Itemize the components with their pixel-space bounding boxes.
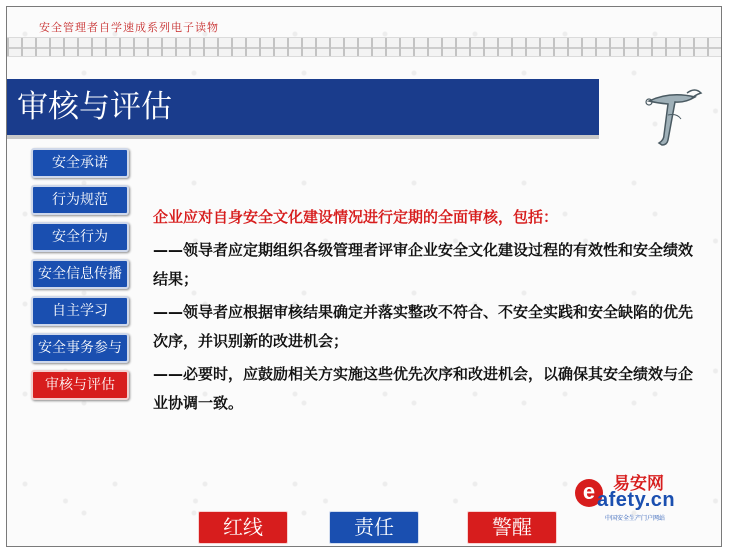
- brand-tagline: 中国安全生产门户网站: [605, 515, 666, 522]
- page-title: 审核与评估: [7, 79, 599, 135]
- content-paragraph: ——领导者应定期组织各级管理者评审企业安全文化建设过程的有效性和安全绩效结果；: [153, 241, 694, 288]
- content-paragraph: ——领导者应根据审核结果确定并落实整改不符合、不安全实践和安全缺陷的优先次序，并识别新的改进机会；: [153, 303, 694, 350]
- brand-logo[interactable]: [575, 467, 701, 523]
- series-subtitle: 安全管理者自学速成系列电子读物: [39, 21, 219, 34]
- nav-item-code-of-conduct[interactable]: 行为规范: [31, 185, 129, 215]
- decorative-band: [7, 37, 722, 57]
- nav-item-safety-info[interactable]: 安全信息传播: [31, 259, 129, 289]
- brand-e-icon: e: [575, 479, 603, 507]
- main-content: [153, 203, 705, 422]
- ornament-logo-icon: [635, 85, 705, 149]
- alert-button[interactable]: 警醒: [467, 511, 557, 544]
- nav-item-audit-evaluation[interactable]: 审核与评估: [31, 370, 129, 400]
- slide: [6, 6, 722, 547]
- sidebar-nav: [31, 148, 129, 407]
- nav-item-self-learning[interactable]: 自主学习: [31, 296, 129, 326]
- nav-item-safety-commitment[interactable]: 安全承诺: [31, 148, 129, 178]
- content-lead: 企业应对自身安全文化建设情况进行定期的全面审核，包括：: [153, 208, 559, 226]
- content-paragraph: ——必要时，应鼓励相关方实施这些优先次序和改进机会，以确保其安全绩效与企业协调一致。: [153, 365, 694, 412]
- nav-item-participation[interactable]: 安全事务参与: [31, 333, 129, 363]
- brand-name-cn: 易安网: [613, 474, 664, 494]
- red-line-button[interactable]: 红线: [198, 511, 288, 544]
- title-shadow: [7, 135, 599, 139]
- responsibility-button[interactable]: 责任: [329, 511, 419, 544]
- brand-name-en: afety.cn: [597, 489, 676, 511]
- nav-item-safety-behavior[interactable]: 安全行为: [31, 222, 129, 252]
